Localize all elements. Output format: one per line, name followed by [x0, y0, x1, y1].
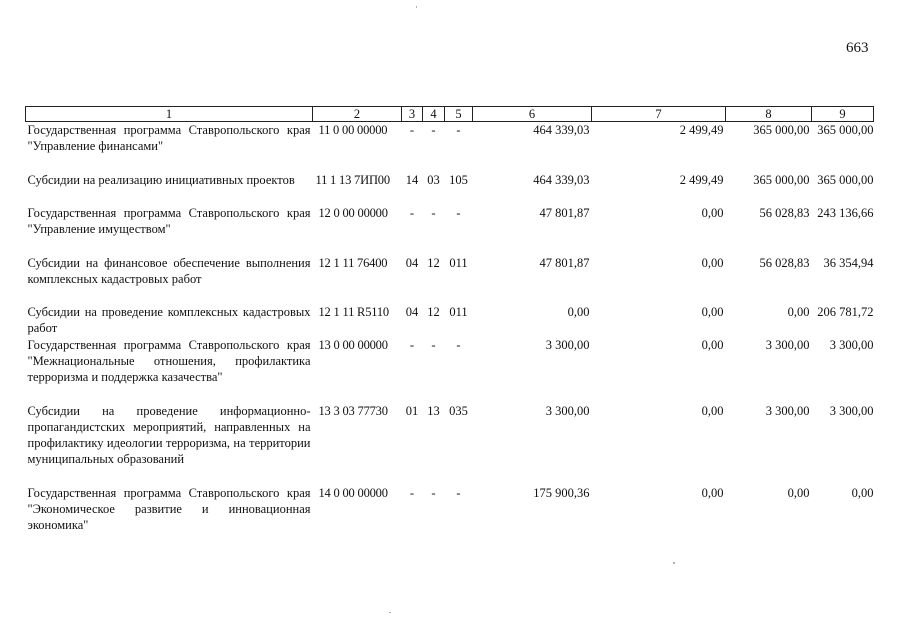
- column-header-7: 7: [592, 107, 726, 122]
- row-col5: 105: [449, 172, 468, 187]
- row-col5: -: [456, 123, 461, 137]
- row-value-8: 0,00: [787, 485, 810, 500]
- row-value-8: 56 028,83: [759, 205, 810, 220]
- column-header-8: 8: [726, 107, 812, 122]
- row-value-6: 47 801,87: [539, 205, 590, 220]
- scan-speck: [673, 562, 675, 564]
- row-col4: -: [431, 337, 436, 352]
- row-code: 14 0 00 00000: [318, 485, 388, 500]
- row-value-7: 0,00: [701, 485, 724, 500]
- row-value-7: 0,00: [701, 304, 724, 319]
- row-value-9: 365 000,00: [817, 172, 874, 187]
- row-code: 11 0 00 00000: [318, 123, 388, 137]
- row-name: Субсидии на реализацию инициативных проектов: [27, 172, 295, 187]
- data-table: [25, 106, 874, 535]
- table-row: [26, 304, 874, 337]
- row-col5: 035: [449, 403, 468, 418]
- row-value-8: 56 028,83: [759, 255, 810, 270]
- row-col3: -: [409, 205, 415, 220]
- row-code: 12 1 11 76400: [318, 255, 388, 270]
- column-header-3: 3: [402, 107, 423, 122]
- row-value-9: 365 000,00: [817, 123, 874, 137]
- row-name: Государственная программа Ставропольского края "Управление финансами": [27, 123, 311, 153]
- row-name: Субсидии на проведение информационно-пропагандистских мероприятий, направленных на профилактику идеологии терроризма, на территории муниципальных образований: [27, 403, 311, 466]
- page-number: 663: [846, 40, 869, 56]
- row-col3: 04: [405, 255, 419, 270]
- table-row: [26, 205, 874, 255]
- column-header-9: 9: [812, 107, 874, 122]
- table-row: [26, 255, 874, 304]
- row-value-9: 3 300,00: [829, 337, 874, 352]
- row-value-6: 0,00: [567, 304, 590, 319]
- header-row: [26, 107, 874, 122]
- row-value-9: 206 781,72: [817, 304, 874, 319]
- row-col5: -: [456, 485, 461, 500]
- row-col4: 12: [427, 304, 440, 319]
- column-header-2: 2: [313, 107, 402, 122]
- row-col3: -: [409, 123, 415, 137]
- row-value-9: 0,00: [851, 485, 874, 500]
- row-code: 12 0 00 00000: [318, 205, 388, 220]
- row-value-6: 3 300,00: [545, 337, 590, 352]
- table-body: [26, 122, 874, 535]
- row-value-9: 36 354,94: [823, 255, 874, 270]
- row-name: Государственная программа Ставропольского края "Экономическое развитие и инновационная экономика": [27, 485, 311, 532]
- row-value-7: 2 499,49: [679, 172, 724, 187]
- row-name: Субсидии на проведение комплексных кадастровых работ: [27, 304, 311, 335]
- row-value-6: 47 801,87: [539, 255, 590, 270]
- row-value-8: 3 300,00: [765, 337, 810, 352]
- row-col3: -: [409, 485, 415, 500]
- table-row: [26, 403, 874, 485]
- row-value-6: 464 339,03: [533, 123, 590, 137]
- row-col4: -: [431, 123, 436, 137]
- row-name: Государственная программа Ставропольского края "Межнациональные отношения, профилактика терроризма и поддержка казачества": [27, 337, 311, 384]
- row-value-7: 0,00: [701, 337, 724, 352]
- row-name: Субсидии на финансовое обеспечение выполнения комплексных кадастровых работ: [27, 255, 311, 286]
- row-value-9: 243 136,66: [817, 205, 874, 220]
- row-value-8: 365 000,00: [753, 172, 810, 187]
- row-name: Государственная программа Ставропольского края "Управление имуществом": [27, 205, 311, 236]
- row-code: 13 3 03 77730: [318, 403, 388, 418]
- row-col5: -: [456, 337, 461, 352]
- row-value-6: 175 900,36: [533, 485, 590, 500]
- row-code: 12 1 11 R5110: [318, 304, 389, 319]
- row-col3: -: [409, 337, 415, 352]
- scan-speck: [416, 6, 417, 8]
- table-row: [26, 485, 874, 535]
- row-value-8: 3 300,00: [765, 403, 810, 418]
- column-header-1: 1: [26, 107, 313, 122]
- row-col3: 04: [405, 304, 419, 319]
- row-col5: 011: [449, 304, 468, 319]
- row-value-6: 3 300,00: [545, 403, 590, 418]
- scan-speck: [389, 612, 391, 613]
- row-code: 13 0 00 00000: [318, 337, 388, 352]
- row-value-8: 365 000,00: [753, 123, 810, 137]
- table-header: [26, 107, 874, 122]
- row-value-7: 0,00: [701, 403, 724, 418]
- column-header-6: 6: [473, 107, 592, 122]
- row-col5: 011: [449, 255, 468, 270]
- row-code: 11 1 13 7ИП00: [315, 172, 390, 187]
- row-value-9: 3 300,00: [829, 403, 874, 418]
- row-col5: -: [456, 205, 461, 220]
- row-value-7: 0,00: [701, 255, 724, 270]
- row-col4: -: [431, 485, 436, 500]
- row-col4: -: [431, 205, 436, 220]
- column-header-5: 5: [445, 107, 473, 122]
- table-row: [26, 337, 874, 403]
- row-value-8: 0,00: [787, 304, 810, 319]
- row-value-6: 464 339,03: [533, 172, 590, 187]
- column-header-4: 4: [423, 107, 445, 122]
- row-col4: 12: [427, 255, 440, 270]
- row-value-7: 2 499,49: [679, 123, 724, 137]
- row-col3: 14: [405, 172, 419, 187]
- budget-table: [25, 106, 873, 535]
- table-row: [26, 122, 874, 172]
- row-value-7: 0,00: [701, 205, 724, 220]
- row-col3: 01: [405, 403, 419, 418]
- row-col4: 03: [427, 172, 440, 187]
- table-row: [26, 172, 874, 205]
- row-col4: 13: [427, 403, 440, 418]
